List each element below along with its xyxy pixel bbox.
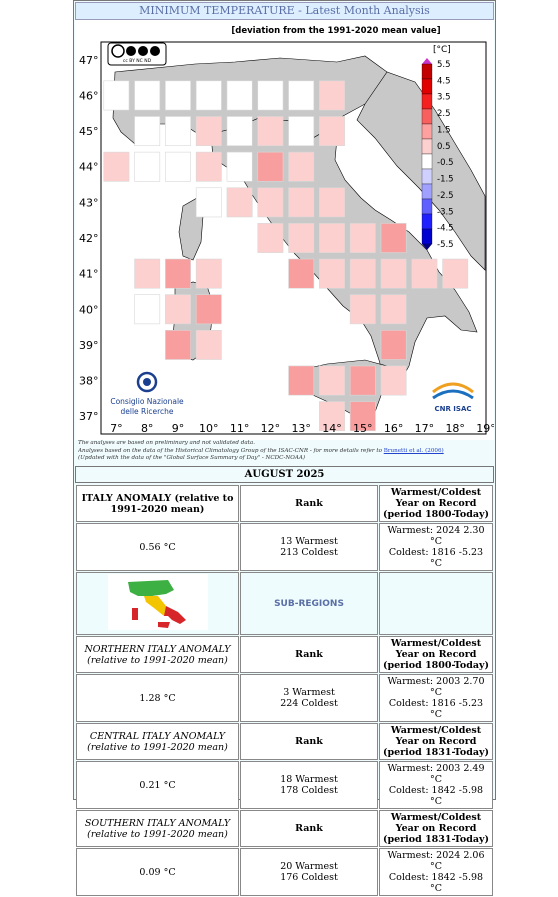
anomaly-cell — [196, 152, 221, 181]
page-title: MINIMUM TEMPERATURE - Latest Month Analysis — [75, 2, 494, 20]
central-anomaly-value: 0.21 °C — [76, 761, 239, 809]
nd-icon — [150, 46, 160, 56]
colorbar-bin — [422, 199, 432, 214]
colorbar-bin — [422, 124, 432, 139]
cnr-logo-dot — [143, 378, 151, 386]
colorbar-bin — [422, 64, 432, 79]
italy-rank — [240, 523, 378, 571]
anomaly-cell — [381, 259, 406, 288]
anomaly-cell — [350, 259, 375, 288]
anomaly-cell — [350, 295, 375, 324]
colorbar-tick-label: -5.5 — [437, 240, 454, 250]
anomaly-cell — [135, 259, 160, 288]
cnr-logo-line2: delle Ricerche — [120, 407, 174, 416]
anomaly-cell — [289, 259, 314, 288]
month-label: AUGUST 2025 — [75, 466, 494, 483]
anomaly-cell — [196, 116, 221, 145]
warm-rank: 18 Warmest — [280, 774, 338, 785]
south-record — [379, 848, 493, 896]
y-tick-label: 46° — [79, 89, 99, 103]
colorbar-bin — [422, 154, 432, 169]
colorbar-tick-label: 4.5 — [437, 76, 451, 87]
brunetti-link[interactable]: Brunetti et al. (2006) — [383, 447, 444, 454]
table-row — [76, 848, 493, 896]
cold-rank: 176 Coldest — [280, 872, 338, 883]
x-tick-label: 9° — [171, 422, 185, 435]
colorbar-unit: [°C] — [433, 45, 451, 55]
north-anomaly-value: 1.28 °C — [76, 674, 239, 722]
colorbar-bins — [422, 64, 432, 244]
x-tick-label: 13° — [291, 422, 311, 435]
y-tick-label: 41° — [79, 267, 99, 281]
anomaly-cell — [258, 188, 283, 217]
table-row — [76, 723, 493, 760]
y-tick-label: 43° — [79, 196, 99, 210]
colorbar-bin — [422, 94, 432, 109]
rank-header: Rank — [240, 485, 378, 522]
anomaly-cell — [165, 259, 190, 288]
table-row — [76, 761, 493, 809]
isac-logo-text: CNR ISAC — [434, 405, 472, 413]
y-tick-label: 44° — [79, 160, 99, 174]
central-record — [379, 761, 493, 809]
anomaly-cell — [319, 116, 344, 145]
anomaly-cell — [350, 223, 375, 252]
x-tick-label: 10° — [199, 422, 219, 435]
cold-rank: 178 Coldest — [280, 785, 338, 796]
x-tick-label: 8° — [140, 422, 154, 435]
cold-rank: 224 Coldest — [280, 698, 338, 709]
north-anomaly-label: NORTHERN ITALY ANOMALY (relative to 1991-2020 mean) — [76, 636, 239, 673]
colorbar-tick-label: 0.5 — [437, 141, 451, 152]
central-rank — [240, 761, 378, 809]
anomaly-cell — [289, 188, 314, 217]
colorbar-tick-label: 5.5 — [437, 60, 451, 70]
x-tick-label: 18° — [445, 422, 465, 435]
table-row — [76, 810, 493, 847]
table-row — [76, 674, 493, 722]
table-row — [76, 572, 493, 635]
anomaly-cell — [381, 295, 406, 324]
cnr-logo-line1: Consiglio Nazionale — [110, 397, 184, 406]
coldest-year: Coldest: 1842 -5.98 °C — [388, 872, 484, 894]
anomaly-cell — [258, 152, 283, 181]
anomaly-cell — [289, 366, 314, 395]
anomaly-map-svg — [75, 20, 494, 440]
y-tick-label: 37° — [79, 410, 99, 424]
anomaly-cell — [196, 259, 221, 288]
cold-rank: 213 Coldest — [280, 547, 338, 558]
warm-rank: 3 Warmest — [283, 687, 335, 698]
x-tick-label: 12° — [260, 422, 281, 435]
anomaly-cell — [227, 188, 252, 217]
colorbar-bin — [422, 214, 432, 229]
anomaly-cell — [443, 259, 468, 288]
anomaly-cell — [319, 223, 344, 252]
x-tick-label: 11° — [229, 422, 250, 435]
rank-header: Rank — [240, 723, 378, 760]
note-line-1: The analyses are based on preliminary and not validated data. — [78, 440, 256, 446]
coldest-year: Coldest: 1816 -5.23 °C — [388, 698, 484, 720]
sub-regions-empty — [379, 572, 493, 635]
y-tick-label: 47° — [79, 53, 99, 67]
license-text: cc BY NC ND — [122, 59, 152, 64]
colorbar-bin — [422, 229, 432, 244]
x-tick-label: 14° — [322, 422, 342, 435]
y-tick-label: 40° — [79, 303, 99, 317]
south-rank — [240, 848, 378, 896]
map-caption: [deviation from the 1991-2020 mean value] — [231, 26, 441, 36]
x-tick-label: 16° — [383, 422, 404, 435]
record-header: Warmest/Coldest Year on Record (period 1831-Today) — [379, 723, 493, 760]
north-rank — [240, 674, 378, 722]
record-header: Warmest/Coldest Year on Record (period 1800-Today) — [379, 636, 493, 673]
sub-regions-map-icon — [108, 574, 208, 630]
rank-header: Rank — [240, 636, 378, 673]
anomaly-cell — [165, 295, 190, 324]
anomaly-cell — [135, 152, 160, 181]
anomaly-cell — [165, 330, 190, 359]
anomaly-cell — [227, 152, 252, 181]
anomaly-map — [75, 20, 494, 440]
warm-rank: 20 Warmest — [280, 861, 338, 872]
anomaly-cell — [381, 366, 406, 395]
anomaly-cell — [289, 223, 314, 252]
anomaly-cell — [258, 81, 283, 110]
coldest-year: Coldest: 1842 -5.98 °C — [388, 785, 484, 807]
north-record — [379, 674, 493, 722]
colorbar-tick-label: 2.5 — [437, 109, 451, 120]
anomaly-table — [75, 484, 494, 897]
warmest-year: Warmest: 2024 2.06 °C — [387, 850, 485, 872]
y-axis-ticks — [79, 54, 99, 423]
south-anomaly-label: SOUTHERN ITALY ANOMALY (relative to 1991-2020 mean) — [76, 810, 239, 847]
y-tick-label: 38° — [79, 374, 99, 388]
anomaly-cell — [135, 295, 160, 324]
anomaly-cell — [227, 116, 252, 145]
colorbar-tick-label: -3.5 — [437, 207, 454, 218]
colorbar-tick-label: -4.5 — [437, 223, 454, 234]
anomaly-cell — [289, 81, 314, 110]
italy-anomaly-label: ITALY ANOMALY (relative to 1991-2020 mean) — [76, 485, 239, 522]
anomaly-cell — [289, 116, 314, 145]
coldest-year: Coldest: 1816 -5.23 °C — [388, 547, 484, 569]
warm-rank: 13 Warmest — [280, 536, 338, 547]
colorbar-tick-label: 1.5 — [437, 125, 451, 136]
anomaly-cell — [381, 223, 406, 252]
anomaly-cell — [319, 81, 344, 110]
note-line-2 — [78, 448, 492, 456]
table-row — [76, 485, 493, 522]
y-tick-label: 39° — [79, 338, 99, 352]
colorbar-tick-label: 3.5 — [437, 92, 451, 103]
analysis-notes — [78, 440, 492, 463]
anomaly-cell — [350, 366, 375, 395]
sub-regions-label: SUB-REGIONS — [274, 598, 344, 609]
anomaly-cell — [135, 81, 160, 110]
anomaly-cell — [196, 188, 221, 217]
colorbar-bin — [422, 109, 432, 124]
anomaly-cell — [289, 152, 314, 181]
warmest-year: Warmest: 2024 2.30 °C — [387, 525, 485, 547]
note-line-3: (Updated with the data of the "Global Surface Summary of Day" - NCDC-NOAA) — [78, 455, 306, 461]
anomaly-cell — [196, 81, 221, 110]
anomaly-cell — [165, 152, 190, 181]
by-icon — [126, 46, 136, 56]
cc-icon — [112, 45, 124, 57]
anomaly-cell — [165, 116, 190, 145]
anomaly-cell — [319, 259, 344, 288]
note-line-2-text: Analyses based on the data of the Historical Climatology Group of the ISAC-CNR - for more details refer to — [78, 447, 382, 454]
table-row — [76, 636, 493, 673]
y-tick-label: 42° — [79, 232, 99, 245]
anomaly-cell — [381, 330, 406, 359]
rank-header: Rank — [240, 810, 378, 847]
x-tick-label: 19° — [476, 422, 494, 435]
colorbar-tick-label: -0.5 — [437, 158, 454, 169]
record-header: Warmest/Coldest Year on Record (period 1831-Today) — [379, 810, 493, 847]
anomaly-cell — [319, 366, 344, 395]
anomaly-cell — [104, 81, 129, 110]
y-tick-label: 45° — [79, 125, 99, 139]
anomaly-cell — [165, 81, 190, 110]
license-badge — [108, 43, 166, 65]
colorbar-bin — [422, 184, 432, 199]
colorbar-tick-label: -2.5 — [437, 190, 454, 201]
anomaly-cell — [412, 259, 437, 288]
warmest-year: Warmest: 2003 2.70 °C — [387, 676, 485, 698]
anomaly-cell — [227, 81, 252, 110]
x-tick-label: 7° — [110, 422, 123, 435]
anomaly-cell — [196, 295, 221, 324]
isac-logo — [427, 372, 479, 414]
anomaly-cell — [319, 188, 344, 217]
sub-regions-cell — [240, 572, 378, 635]
colorbar-bin — [422, 139, 432, 154]
italy-record — [379, 523, 493, 571]
central-anomaly-label: CENTRAL ITALY ANOMALY (relative to 1991-2020 mean) — [76, 723, 239, 760]
x-tick-label: 17° — [414, 422, 435, 435]
anomaly-cell — [135, 116, 160, 145]
south-anomaly-value: 0.09 °C — [76, 848, 239, 896]
anomaly-cell — [104, 152, 129, 181]
italy-anomaly-value: 0.56 °C — [76, 523, 239, 571]
warmest-year: Warmest: 2003 2.49 °C — [387, 763, 485, 785]
colorbar-bin — [422, 79, 432, 94]
x-tick-label: 15° — [353, 422, 373, 435]
anomaly-cell — [258, 116, 283, 145]
nc-icon — [138, 46, 148, 56]
record-header: Warmest/Coldest Year on Record (period 1800-Today) — [379, 485, 493, 522]
anomaly-cell — [258, 223, 283, 252]
anomaly-cell — [196, 330, 221, 359]
sub-regions-map-cell — [76, 572, 239, 635]
colorbar-bin — [422, 169, 432, 184]
colorbar-tick-label: -1.5 — [437, 174, 454, 185]
table-row — [76, 523, 493, 571]
